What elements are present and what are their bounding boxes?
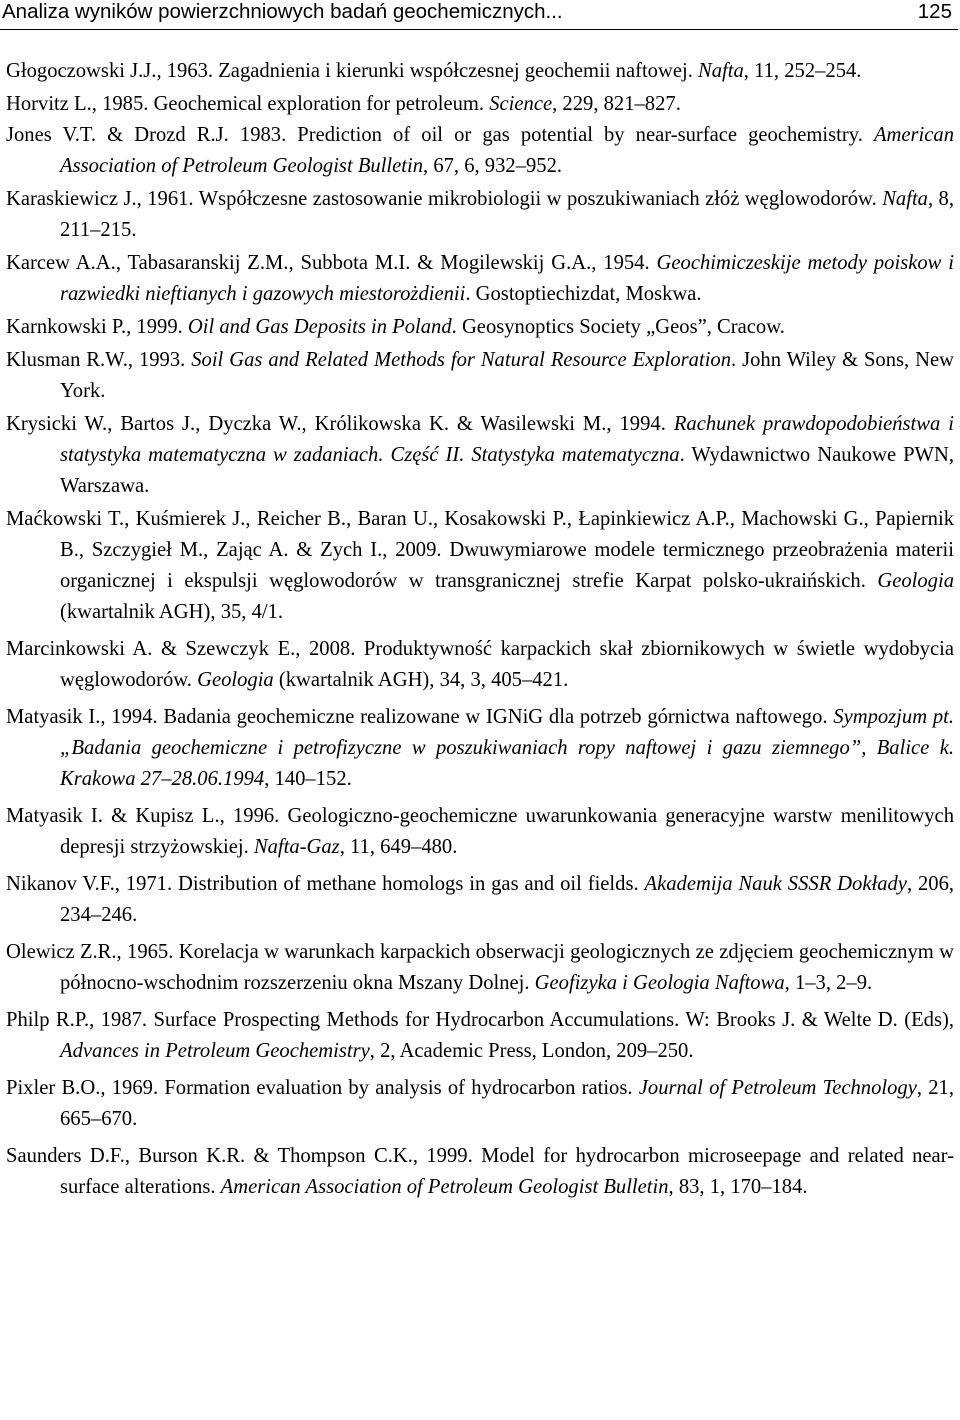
reference-text: Klusman R.W., 1993. <box>6 349 192 371</box>
reference-entry <box>6 634 954 696</box>
reference-text: Philp R.P., 1987. Surface Prospecting Methods for Hydrocarbon Accumulations. W: Brooks J. & Welte D. (Eds), <box>6 1009 954 1031</box>
reference-text: Karnkowski P., 1999. <box>6 316 188 338</box>
reference-text: , 140–152. <box>264 768 352 790</box>
reference-text: (kwartalnik AGH), 34, 3, 405–421. <box>273 669 569 691</box>
reference-entry <box>6 1005 954 1067</box>
reference-text: , 83, 1, 170–184. <box>668 1176 808 1198</box>
reference-source: Geofizyka i Geologia Naftowa <box>534 972 785 994</box>
reference-source: Geologia <box>877 570 954 592</box>
reference-source: Oil and Gas Deposits in Poland <box>187 316 452 338</box>
reference-text: , 11, 252–254. <box>743 60 862 82</box>
reference-text: . Gostoptiechizdat, Moskwa. <box>465 283 702 305</box>
reference-text: . Geosynoptics Society „Geos”, Cracow. <box>451 316 785 338</box>
reference-source: Akademija Nauk SSSR Dokłady <box>644 873 907 895</box>
reference-text: , 67, 6, 932–952. <box>423 155 563 177</box>
reference-text: Karcew A.A., Tabasaranskij Z.M., Subbota M.I. & Mogilewskij G.A., 1954. <box>6 252 657 274</box>
reference-source: Journal of Petroleum Technology <box>638 1077 917 1099</box>
reference-source: Nafta <box>698 60 744 82</box>
reference-text: , 1–3, 2–9. <box>784 972 873 994</box>
reference-source: Nafta <box>882 188 928 210</box>
reference-source: Advances in Petroleum Geochemistry <box>60 1040 370 1062</box>
reference-entry <box>6 504 954 628</box>
reference-entry <box>6 120 954 182</box>
reference-source: Nafta-Gaz <box>253 836 340 858</box>
reference-source: Rachunek prawdopodobieństwa i statystyka matematyczna w zadaniach. Część II. Statystyka matematyczna <box>60 413 954 466</box>
reference-entry <box>6 937 954 999</box>
reference-text: , 11, 649–480. <box>339 836 458 858</box>
reference-entry <box>6 312 954 343</box>
reference-source: American Association of Petroleum Geologist Bulletin <box>60 124 954 177</box>
reference-source: Soil Gas and Related Methods for Natural Resource Exploration <box>191 349 732 371</box>
reference-entry <box>6 1073 954 1135</box>
reference-list <box>6 56 954 1203</box>
reference-entry <box>6 56 954 87</box>
reference-text: Nikanov V.F., 1971. Distribution of methane homologs in gas and oil fields. <box>6 873 645 895</box>
reference-text: Karaskiewicz J., 1961. Współczesne zastosowanie mikrobiologii w poszukiwaniach złóż węglowodorów. <box>6 188 883 210</box>
reference-text: (kwartalnik AGH), 35, 4/1. <box>60 601 284 623</box>
reference-text: Matyasik I., 1994. Badania geochemiczne realizowane w IGNiG dla potrzeb górnictwa naftowego. <box>6 706 834 728</box>
reference-text: Matyasik I. & Kupisz L., 1996. Geologiczno-geochemiczne uwarunkowania generacyjne warstw menilitowych depresji strzyżowskiej. <box>6 805 954 858</box>
reference-text: . John Wiley & Sons, New York. <box>60 349 954 402</box>
reference-text: Krysicki W., Bartos J., Dyczka W., Królikowska K. & Wasilewski M., 1994. <box>6 413 674 435</box>
reference-text: Jones V.T. & Drozd R.J. 1983. Prediction of oil or gas potential by near-surface geochemistry. <box>6 124 874 146</box>
reference-source: Geologia <box>197 669 274 691</box>
reference-text: , 8, 211–215. <box>60 188 954 241</box>
reference-entry <box>6 801 954 863</box>
running-header <box>0 0 958 30</box>
reference-text: , 206, 234–246. <box>60 873 955 926</box>
reference-entry <box>6 345 954 407</box>
reference-text: Marcinkowski A. & Szewczyk E., 2008. Produktywność karpackich skał zbiornikowych w świetle wydobycia węglowodorów. <box>6 638 954 691</box>
reference-text: Horvitz L., 1985. Geochemical exploration for petroleum. <box>6 93 490 115</box>
reference-entry <box>6 89 954 120</box>
reference-entry <box>6 869 954 931</box>
reference-text: Pixler B.O., 1969. Formation evaluation by analysis of hydrocarbon ratios. <box>6 1077 639 1099</box>
reference-text: Saunders D.F., Burson K.R. & Thompson C.K., 1999. Model for hydrocarbon microseepage and related near-surface alterations. <box>6 1145 954 1198</box>
reference-text: , 229, 821–827. <box>552 93 681 115</box>
reference-entry <box>6 184 954 246</box>
reference-text: , 2, Academic Press, London, 209–250. <box>369 1040 694 1062</box>
reference-text: . Wydawnictwo Naukowe PWN, Warszawa. <box>60 444 954 497</box>
reference-text: , 21, 665–670. <box>60 1077 954 1130</box>
reference-entry <box>6 1141 954 1203</box>
reference-entry <box>6 248 954 310</box>
reference-text: Olewicz Z.R., 1965. Korelacja w warunkach karpackich obserwacji geologicznych ze zdjęciem geochemicznym w północno-wschodnim rozszerzeniu okna Mszany Dolnej. <box>6 941 954 994</box>
reference-source: Science <box>489 93 553 115</box>
running-title: Analiza wyników powierzchniowych badań geochemicznych... <box>2 0 563 23</box>
page-number: 125 <box>917 0 952 23</box>
reference-source: Sympozjum pt. „Badania geochemiczne i petrofizyczne w poszukiwaniach ropy naftowej i gazu ziemnego”, Balice k. Krakowa 27–28.06.1994 <box>60 706 954 790</box>
reference-entry <box>6 702 954 795</box>
reference-source: Geochimiczeskije metody poiskow i razwiedki nieftianych i gazowych miestorożdienii <box>60 252 955 305</box>
reference-entry <box>6 409 954 502</box>
reference-text: Maćkowski T., Kuśmierek J., Reicher B., Baran U., Kosakowski P., Łapinkiewicz A.P., Machowski G., Papiernik B., Szczygieł M., Zając A. & Zych I., 2009. Dwuwymiarowe modele termicznego przeobrażenia materii organicznej i ekspulsji węglowodorów w transgranicznej strefie Karpat polsko-ukraińskich. <box>6 508 954 592</box>
reference-source: American Association of Petroleum Geologist Bulletin <box>220 1176 669 1198</box>
reference-text: Głogoczowski J.J., 1963. Zagadnienia i kierunki współczesnej geochemii naftowej. <box>6 60 699 82</box>
